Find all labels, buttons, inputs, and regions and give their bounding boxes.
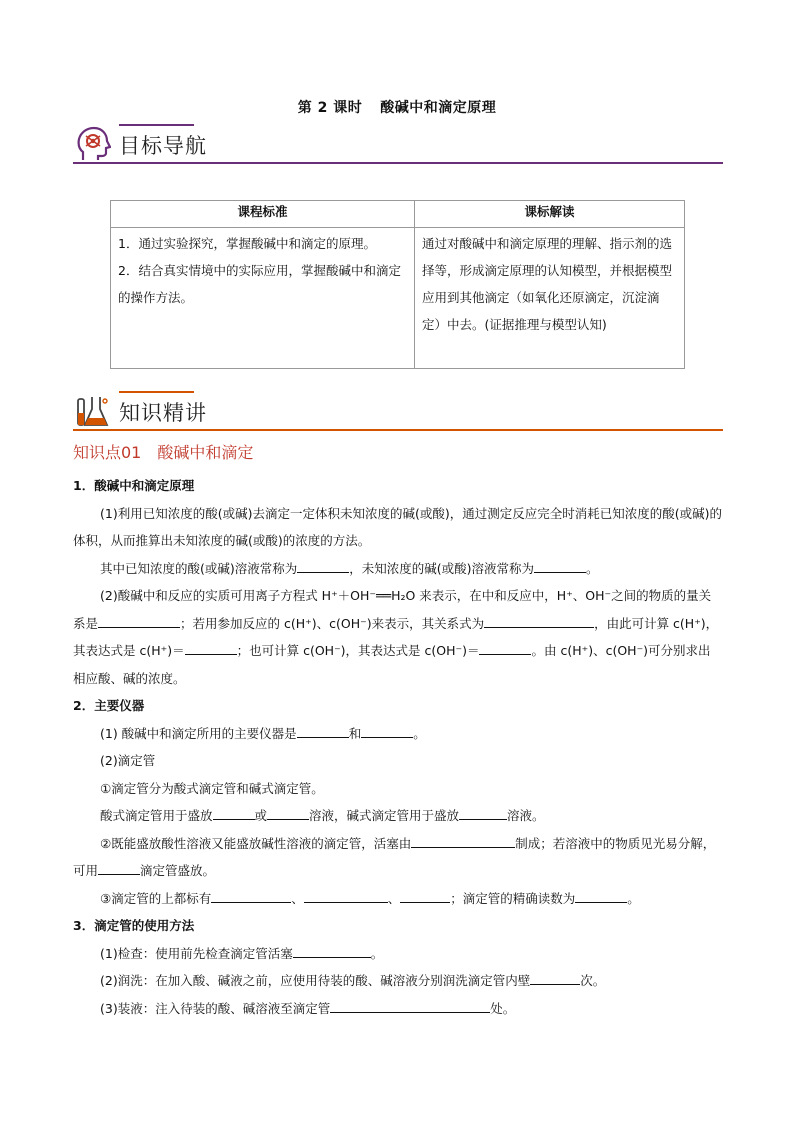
answer-blank[interactable] (297, 723, 349, 738)
head-gear-icon (75, 126, 111, 162)
answer-blank[interactable] (185, 640, 237, 655)
table-header-standard: 课程标准 (111, 201, 415, 228)
knowledge-point-heading (73, 440, 269, 463)
answer-blank[interactable] (411, 833, 515, 848)
paragraph: (2)滴定管 (100, 753, 156, 768)
answer-blank[interactable] (98, 613, 180, 628)
paragraph: ②既能盛放酸性溶液又能盛放碱性溶液的滴定管，活塞由 制成；若溶液中的物质见光易分解，可用 滴定管盛放。 (73, 830, 723, 885)
answer-blank[interactable] (479, 640, 531, 655)
answer-blank[interactable] (98, 860, 140, 875)
section-title: 知识精讲 (119, 401, 207, 425)
table-row (111, 228, 685, 369)
answer-blank[interactable] (361, 723, 413, 738)
header-accent-line (119, 124, 194, 126)
answer-blank[interactable] (534, 558, 586, 573)
answer-blank[interactable] (293, 943, 371, 958)
table-cell-standard (111, 228, 415, 369)
knowledge-point-name: 酸碱中和滴定 (157, 443, 254, 462)
paragraph: 酸式滴定管用于盛放 或 溶液，碱式滴定管用于盛放 溶液。 (73, 802, 723, 830)
paragraph: (1) 酸碱中和滴定所用的主要仪器是 和 。 (73, 720, 723, 748)
answer-blank[interactable] (459, 805, 507, 820)
answer-blank[interactable] (330, 998, 490, 1013)
table-header-interpretation: 课标解读 (415, 201, 685, 228)
lesson-name: 酸碱中和滴定原理 (380, 100, 497, 116)
answer-blank[interactable] (530, 970, 580, 985)
paragraph: (2)酸碱中和反应的实质可用离子方程式 H⁺＋OH⁻══H₂O 来表示，在中和反应中，H⁺、OH⁻之间的物质的量关系是 ；若用参加反应的 c(H⁺)、c(OH⁻)来表示，其关系式为 ，由此可计算 c(H⁺)，其表达式是 c(H⁺)＝ ；也可计算 c(OH⁻)，其表达式是 c(OH⁻)＝ 。由 c(H⁺)、c(OH⁻)可分别求出相应酸、碱的浓度。 (73, 588, 719, 686)
subheading-principle: 1．酸碱中和滴定原理 (73, 478, 195, 493)
paragraph: (1)利用已知浓度的酸(或碱)去滴定一定体积未知浓度的碱(或酸)，通过测定反应完全时消耗已知浓度的酸(或碱)的体积，从而推算出未知浓度的碱(或酸)的浓度的方法。 (73, 505, 722, 548)
section-title: 目标导航 (119, 134, 207, 158)
table-cell-interpretation: 通过对酸碱中和滴定原理的理解、指示剂的选择等，形成滴定原理的认知模型，并根据模型应用到其他滴定（如氧化还原滴定，沉淀滴定）中去。(证据推理与模型认知) (415, 228, 685, 369)
paragraph: (3)装液：注入待装的酸、碱溶液至滴定管 处。 (73, 995, 723, 1023)
header-accent-line (119, 391, 194, 393)
standard-item-1: 1．通过实验探究，掌握酸碱中和滴定的原理。 (118, 236, 376, 251)
standard-item-2: 2．结合真实情境中的实际应用，掌握酸碱中和滴定的操作方法。 (118, 263, 401, 305)
answer-blank[interactable] (400, 888, 450, 903)
answer-blank[interactable] (267, 805, 309, 820)
lesson-number: 第 2 课时 (297, 100, 363, 116)
section-header-goals (73, 124, 723, 164)
curriculum-table (110, 200, 685, 369)
answer-blank[interactable] (297, 558, 349, 573)
answer-blank[interactable] (211, 888, 291, 903)
content-body (73, 472, 723, 1022)
answer-blank[interactable] (304, 888, 388, 903)
section-divider (73, 162, 723, 164)
answer-blank[interactable] (213, 805, 255, 820)
paragraph: (2)润洗：在加入酸、碱液之前，应使用待装的酸、碱溶液分别润洗滴定管内壁 次。 (73, 967, 723, 995)
page-title (0, 97, 794, 117)
answer-blank[interactable] (575, 888, 627, 903)
subheading-usage: 3．滴定管的使用方法 (73, 918, 195, 933)
subheading-instruments: 2．主要仪器 (73, 698, 145, 713)
flask-icon (75, 393, 111, 429)
knowledge-point-number: 知识点01 (73, 443, 142, 462)
paragraph: ③滴定管的上都标有 、 、 ；滴定管的精确读数为 。 (73, 885, 723, 913)
section-header-knowledge (73, 391, 723, 431)
section-divider (73, 429, 723, 431)
paragraph: (1)检查：使用前先检查滴定管活塞 。 (73, 940, 723, 968)
answer-blank[interactable] (484, 613, 594, 628)
paragraph: ①滴定管分为酸式滴定管和碱式滴定管。 (100, 780, 324, 796)
table-header-row (111, 201, 685, 228)
paragraph: 其中已知浓度的酸(或碱)溶液常称为 ，未知浓度的碱(或酸)溶液常称为 。 (73, 555, 723, 583)
